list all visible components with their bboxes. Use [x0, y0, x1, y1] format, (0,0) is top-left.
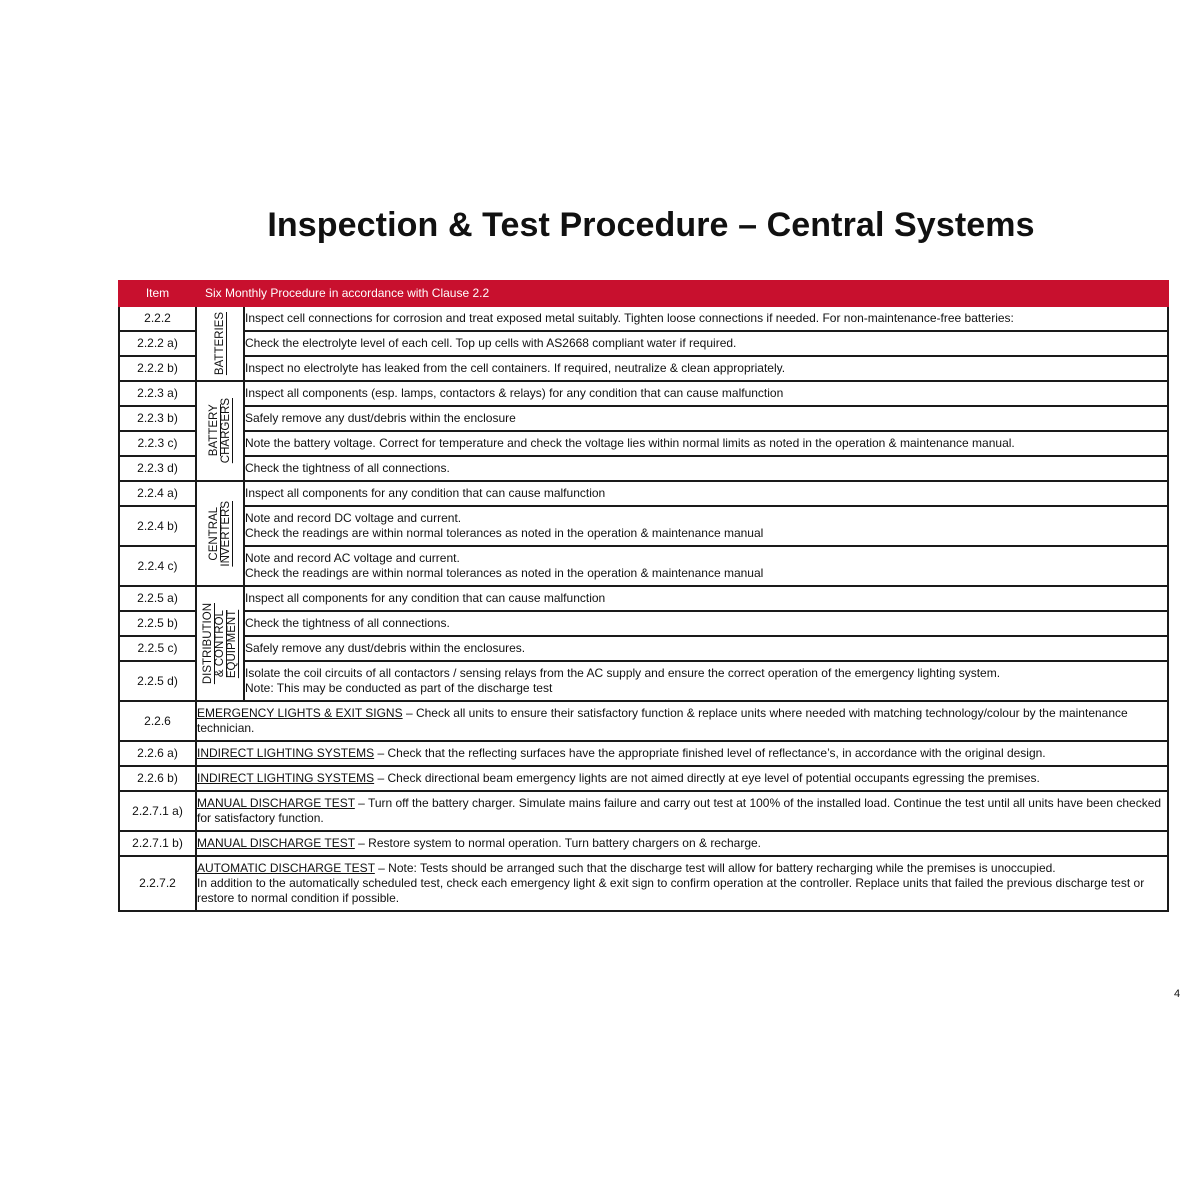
procedure-text: Note the battery voltage. Correct for temperature and check the voltage lies within normal limits as noted in the operation & maintenance manual. [245, 436, 1015, 450]
header-procedure: Six Monthly Procedure in accordance with Clause 2.2 [196, 281, 1168, 306]
section-title: MANUAL DISCHARGE TEST [197, 796, 355, 810]
table-row [119, 306, 1168, 331]
page-title: Inspection & Test Procedure – Central Systems [267, 206, 1035, 244]
procedure-cell [244, 481, 1168, 506]
item-cell: 2.2.5 b) [119, 611, 196, 636]
table-row [119, 406, 1168, 431]
item-cell: 2.2.6 b) [119, 766, 196, 791]
procedure-text: Check the electrolyte level of each cell. Top up cells with AS2668 compliant water if required. [245, 336, 737, 350]
table-row [119, 701, 1168, 741]
page-number: 4 [1174, 988, 1181, 1000]
table-row [119, 636, 1168, 661]
category-label: BATTERIES [214, 311, 226, 376]
table-row [119, 506, 1168, 546]
procedure-text: Inspect no electrolyte has leaked from the cell containers. If required, neutralize & clean appropriately. [245, 361, 786, 375]
item-cell: 2.2.7.2 [119, 856, 196, 911]
item-cell: 2.2.3 a) [119, 381, 196, 406]
procedure-cell [196, 741, 1168, 766]
section-title: INDIRECT LIGHTING SYSTEMS [197, 746, 375, 760]
procedure-cell [196, 856, 1168, 911]
item-cell: 2.2.7.1 b) [119, 831, 196, 856]
item-cell: 2.2.6 a) [119, 741, 196, 766]
procedure-cell [244, 331, 1168, 356]
procedure-cell [244, 456, 1168, 481]
item-cell: 2.2.5 a) [119, 586, 196, 611]
item-cell: 2.2.6 [119, 701, 196, 741]
procedure-text: Inspect all components (esp. lamps, contactors & relays) for any condition that can cause malfunction [245, 386, 784, 400]
procedure-text: Safely remove any dust/debris within the enclosures. [245, 641, 526, 655]
section-title: AUTOMATIC DISCHARGE TEST [197, 861, 375, 875]
procedure-cell [244, 636, 1168, 661]
category-batteries [196, 306, 244, 381]
category-central-inverters [196, 481, 244, 586]
item-cell: 2.2.7.1 a) [119, 791, 196, 831]
item-cell: 2.2.2 [119, 306, 196, 331]
table-row [119, 791, 1168, 831]
procedure-text: Inspect all components for any condition that can cause malfunction [245, 486, 606, 500]
table-row [119, 586, 1168, 611]
section-title: MANUAL DISCHARGE TEST [197, 836, 355, 850]
table-row [119, 856, 1168, 911]
procedure-text: Note and record DC voltage and current. [245, 511, 462, 525]
section-title: EMERGENCY LIGHTS & EXIT SIGNS [197, 706, 403, 720]
procedure-text: Inspect cell connections for corrosion and treat exposed metal suitably. Tighten loose connections if needed. For non-maintenance-free batteries: [245, 311, 1014, 325]
item-cell: 2.2.2 a) [119, 331, 196, 356]
procedure-table [118, 280, 1169, 912]
procedure-cell [244, 431, 1168, 456]
item-cell: 2.2.4 b) [119, 506, 196, 546]
table-row [119, 456, 1168, 481]
table-row [119, 546, 1168, 586]
procedure-text: – Check all units to ensure their satisfactory function & replace units where needed with matching technology/colour by the maintenance technician. [197, 706, 1128, 735]
procedure-text: Note and record AC voltage and current. [245, 551, 460, 565]
section-title: INDIRECT LIGHTING SYSTEMS [197, 771, 375, 785]
procedure-text: Check the readings are within normal tolerances as noted in the operation & maintenance manual [245, 566, 764, 580]
category-distribution-control-equipment [196, 586, 244, 701]
procedure-text: Check the tightness of all connections. [245, 461, 450, 475]
procedure-cell [244, 406, 1168, 431]
procedure-text: Check the readings are within normal tolerances as noted in the operation & maintenance manual [245, 526, 764, 540]
procedure-text: Isolate the coil circuits of all contactors / sensing relays from the AC supply and ensure the correct operation of the emergency lighting system. [245, 666, 1001, 680]
table-row [119, 331, 1168, 356]
procedure-text: Note: This may be conducted as part of the discharge test [245, 681, 553, 695]
category-label: CENTRAL INVERTERS [208, 500, 232, 567]
procedure-text: – Check that the reflecting surfaces have the appropriate finished level of reflectance’s, in accordance with the original design. [374, 746, 1046, 760]
table-row [119, 481, 1168, 506]
table-header-row [119, 281, 1168, 306]
table-row [119, 831, 1168, 856]
procedure-cell [244, 661, 1168, 701]
item-cell: 2.2.3 b) [119, 406, 196, 431]
procedure-cell [196, 701, 1168, 741]
procedure-cell [196, 831, 1168, 856]
procedure-cell [244, 546, 1168, 586]
category-battery-chargers [196, 381, 244, 481]
item-cell: 2.2.4 a) [119, 481, 196, 506]
procedure-text: – Turn off the battery charger. Simulate mains failure and carry out test at 100% of the installed load. Continue the test until all units have been checked for satisfactory function. [197, 796, 1162, 825]
category-label: BATTERY CHARGERS [208, 398, 232, 464]
table-row [119, 611, 1168, 636]
table-row [119, 661, 1168, 701]
item-cell: 2.2.3 d) [119, 456, 196, 481]
procedure-text: – Check directional beam emergency lights are not aimed directly at eye level of potential occupants egressing the premises. [374, 771, 1040, 785]
item-cell: 2.2.4 c) [119, 546, 196, 586]
procedure-text: Safely remove any dust/debris within the enclosure [245, 411, 516, 425]
procedure-cell [244, 306, 1168, 331]
procedure-cell [244, 356, 1168, 381]
procedure-cell [196, 766, 1168, 791]
table-row [119, 741, 1168, 766]
table-row [119, 381, 1168, 406]
category-label: DISTRIBUTION & CONTROL EQUIPMENT [202, 602, 238, 685]
procedure-text: Inspect all components for any condition that can cause malfunction [245, 591, 606, 605]
item-cell: 2.2.5 d) [119, 661, 196, 701]
table-row [119, 766, 1168, 791]
procedure-cell [196, 791, 1168, 831]
item-cell: 2.2.5 c) [119, 636, 196, 661]
procedure-cell [244, 586, 1168, 611]
item-cell: 2.2.2 b) [119, 356, 196, 381]
procedure-text: Check the tightness of all connections. [245, 616, 450, 630]
header-item: Item [119, 281, 196, 306]
procedure-text: In addition to the automatically scheduled test, check each emergency light & exit sign to confirm operation at the controller. Replace units that failed the previous discharge test or restore to normal condition if possible. [197, 876, 1145, 905]
procedure-cell [244, 611, 1168, 636]
table-row [119, 356, 1168, 381]
procedure-text: – Restore system to normal operation. Turn battery chargers on & recharge. [354, 836, 762, 850]
table-row [119, 431, 1168, 456]
procedure-cell [244, 506, 1168, 546]
procedure-cell [244, 381, 1168, 406]
procedure-text: – Note: Tests should be arranged such that the discharge test will allow for battery recharging while the premises is unoccupied. [374, 861, 1056, 875]
item-cell: 2.2.3 c) [119, 431, 196, 456]
